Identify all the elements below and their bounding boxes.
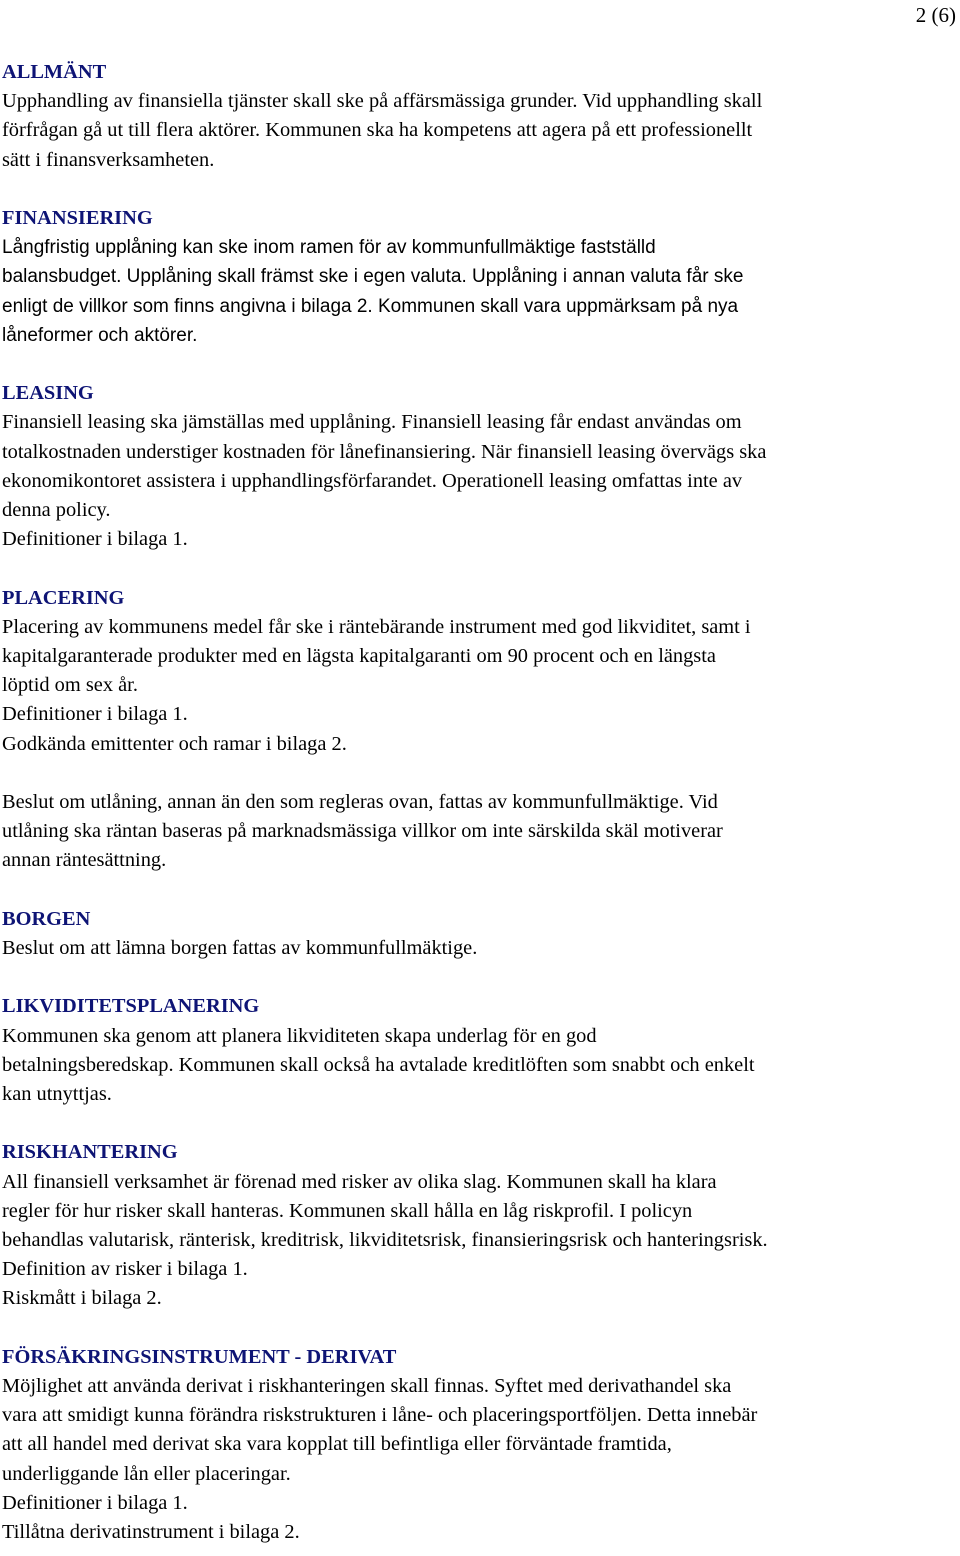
paragraph-line: Tillåtna derivatinstrument i bilaga 2. [2,1521,300,1544]
section-derivat [2,1343,958,1547]
paragraph-line: kan utnyttjas. [2,1083,112,1106]
paragraph-line: enligt de villkor som finns angivna i bilaga 2. Kommunen skall vara uppmärksam på nya [2,295,739,317]
spacer [2,876,958,905]
paragraph-line: vara att smidigt kunna förändra riskstrukturen i låne- och placeringsportföljen. Detta innebär [2,1404,758,1427]
paragraph-line: kapitalgaranterade produkter med en lägsta kapitalgaranti om 90 procent och en längsta [2,645,716,668]
paragraph-line: denna policy. [2,499,111,522]
section-heading: RISKHANTERING [2,1141,178,1164]
paragraph-line: förfrågan gå ut till flera aktörer. Kommunen ska ha kompetens att agera på ett professionellt [2,119,753,142]
section-allmant [2,58,958,175]
paragraph-line: löptid om sex år. [2,674,138,697]
paragraph-line: Riskmått i bilaga 2. [2,1287,162,1310]
section-heading: FINANSIERING [2,207,153,229]
section-borgen [2,905,958,963]
section-heading: LIKVIDITETSPLANERING [2,995,260,1018]
paragraph-line: underliggande lån eller placeringar. [2,1462,291,1485]
spacer [2,1314,958,1343]
page-number: 2 (6) [915,3,956,27]
paragraph-line: Definition av risker i bilaga 1. [2,1258,248,1281]
paragraph-line: behandlas valutarisk, ränterisk, kreditrisk, likviditetsrisk, finansieringsrisk och hanteringsrisk. [2,1229,768,1252]
paragraph-line: Definitioner i bilaga 1. [2,1491,188,1514]
section-heading: ALLMÄNT [2,61,107,83]
spacer [2,759,958,788]
paragraph-line: utlåning ska räntan baseras på marknadsmässiga villkor om inte särskilda skäl motiverar [2,820,723,843]
paragraph-line: sätt i finansverksamheten. [2,148,215,171]
paragraph-line: betalningsberedskap. Kommunen skall också ha avtalade kreditlöften som snabbt och enkelt [2,1053,755,1076]
paragraph-line: Finansiell leasing ska jämställas med upplåning. Finansiell leasing får endast användas om [2,411,742,434]
document-body [2,58,958,1547]
section-riskhantering [2,1138,958,1313]
paragraph-line: att all handel med derivat ska vara kopplat till befintliga eller förväntade framtida, [2,1433,672,1456]
paragraph-line: Kommunen ska genom att planera likviditeten skapa underlag för en god [2,1024,597,1047]
section-placering [2,584,958,876]
paragraph-line: All finansiell verksamhet är förenad med risker av olika slag. Kommunen skall ha klara [2,1170,717,1193]
section-leasing [2,379,958,554]
paragraph-line: balansbudget. Upplåning skall främst ske i egen valuta. Upplåning i annan valuta får ske [2,266,744,288]
paragraph-line: Beslut om att lämna borgen fattas av kommunfullmäktige. [2,937,478,960]
section-likviditetsplanering [2,992,958,1109]
paragraph-line: Möjlighet att använda derivat i riskhanteringen skall finnas. Syftet med derivathandel ska [2,1375,732,1398]
spacer [2,554,958,583]
spacer [2,963,958,992]
paragraph-line: Beslut om utlåning, annan än den som regleras ovan, fattas av kommunfullmäktige. Vid [2,791,718,814]
section-heading: LEASING [2,382,94,405]
paragraph-line: Godkända emittenter och ramar i bilaga 2. [2,732,347,755]
paragraph-line: ekonomikontoret assistera i upphandlingsförfarandet. Operationell leasing omfattas inte av [2,469,743,492]
spacer [2,175,958,204]
section-finansiering [2,204,958,350]
paragraph-line: Långfristig upplåning kan ske inom ramen för av kommunfullmäktige fastställd [2,237,656,259]
paragraph-line: Definitioner i bilaga 1. [2,528,188,551]
paragraph-line: Placering av kommunens medel får ske i räntebärande instrument med god likviditet, samt i [2,615,751,638]
paragraph-line: låneformer och aktörer. [2,324,198,346]
paragraph-line: Upphandling av finansiella tjänster skall ske på affärsmässiga grunder. Vid upphandling skall [2,90,763,113]
paragraph-line: annan räntesättning. [2,849,167,872]
spacer [2,1109,958,1138]
section-heading: PLACERING [2,586,125,609]
paragraph-line: regler för hur risker skall hanteras. Kommunen skall hålla en låg riskprofil. I policyn [2,1199,693,1222]
section-heading: FÖRSÄKRINGSINSTRUMENT - DERIVAT [2,1345,397,1368]
section-heading: BORGEN [2,907,91,930]
spacer [2,350,958,379]
paragraph-line: totalkostnaden understiger kostnaden för lånefinansiering. När finansiell leasing övervägs ska [2,440,767,463]
paragraph-line: Definitioner i bilaga 1. [2,703,188,726]
